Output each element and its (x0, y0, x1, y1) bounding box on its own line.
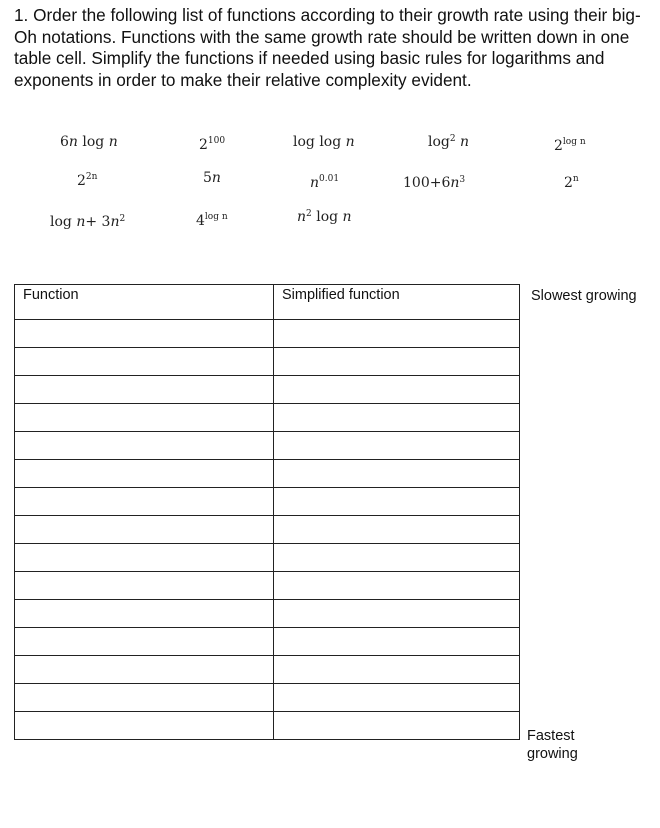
function-cell[interactable] (15, 516, 274, 544)
fastest-growing-label: Fastest growing (527, 728, 578, 762)
simplified-cell[interactable] (274, 628, 520, 656)
table-row (15, 404, 520, 432)
table-row (15, 684, 520, 712)
slowest-growing-label: Slowest growing (531, 288, 637, 304)
function-cell[interactable] (15, 376, 274, 404)
table-row (15, 488, 520, 516)
function-cell[interactable] (15, 460, 274, 488)
function-n-pow-0.01: $n^{0.01}$ (310, 174, 340, 191)
table-row (15, 712, 520, 740)
table-row (15, 432, 520, 460)
function-cell[interactable] (15, 572, 274, 600)
function-100-plus-6n-cubed: $100+6n^3$ (403, 175, 466, 191)
question-text: 1. Order the following list of functions according to their growth rate using their big-Oh notations. Functions with the same growth rate should be written down in one table cell. Simplify the functions if needed using basic rules for logarithms and exponents in order to make their relative complexity evident. (14, 5, 641, 90)
simplified-cell[interactable] (274, 320, 520, 348)
function-log-log-n: log log n (293, 134, 355, 150)
table-row (15, 376, 520, 404)
table-row (15, 320, 520, 348)
function-cell[interactable] (15, 404, 274, 432)
table-row (15, 600, 520, 628)
simplified-cell[interactable] (274, 516, 520, 544)
table-row (15, 544, 520, 572)
simplified-cell[interactable] (274, 488, 520, 516)
simplified-cell[interactable] (274, 460, 520, 488)
function-cell[interactable] (15, 320, 274, 348)
function-cell[interactable] (15, 628, 274, 656)
table-row (15, 572, 520, 600)
simplified-cell[interactable] (274, 376, 520, 404)
table-row (15, 656, 520, 684)
table-row (15, 348, 520, 376)
header-cell-function: Function (15, 285, 274, 320)
simplified-cell[interactable] (274, 712, 520, 740)
function-2-pow-n: 2$^n$ (564, 174, 579, 191)
simplified-cell[interactable] (274, 600, 520, 628)
function-2-pow-2n: $2^{2n}$ (77, 172, 98, 189)
function-5n: 5n (203, 170, 221, 186)
ordering-table (14, 284, 520, 740)
simplified-cell[interactable] (274, 572, 520, 600)
simplified-cell[interactable] (274, 544, 520, 572)
function-2-pow-log-n: $2^{log n}$ (554, 137, 586, 154)
function-cell[interactable] (15, 600, 274, 628)
function-log-squared-n: $\log^2 n$ (428, 134, 470, 150)
simplified-cell[interactable] (274, 432, 520, 460)
function-n-squared-log-n: $n^2$ log n (297, 209, 352, 225)
function-cell[interactable] (15, 712, 274, 740)
table-row (15, 628, 520, 656)
function-cell[interactable] (15, 656, 274, 684)
function-2-pow-100: $2^{100}$ (199, 136, 226, 153)
header-cell-simplified: Simplified function (274, 285, 520, 320)
table-header-row (15, 285, 520, 320)
function-4-pow-log-n: $4^{log n}$ (196, 212, 228, 229)
function-cell[interactable] (15, 544, 274, 572)
function-cell[interactable] (15, 348, 274, 376)
simplified-cell[interactable] (274, 684, 520, 712)
simplified-cell[interactable] (274, 348, 520, 376)
function-cell[interactable] (15, 432, 274, 460)
table-row (15, 516, 520, 544)
simplified-cell[interactable] (274, 404, 520, 432)
simplified-cell[interactable] (274, 656, 520, 684)
function-cell[interactable] (15, 488, 274, 516)
function-cell[interactable] (15, 684, 274, 712)
table-row (15, 460, 520, 488)
function-6n-log-n: 6n log n (60, 134, 118, 150)
function-log-n-plus-3n-squared: $\log n+ 3n^2$ (50, 214, 126, 230)
